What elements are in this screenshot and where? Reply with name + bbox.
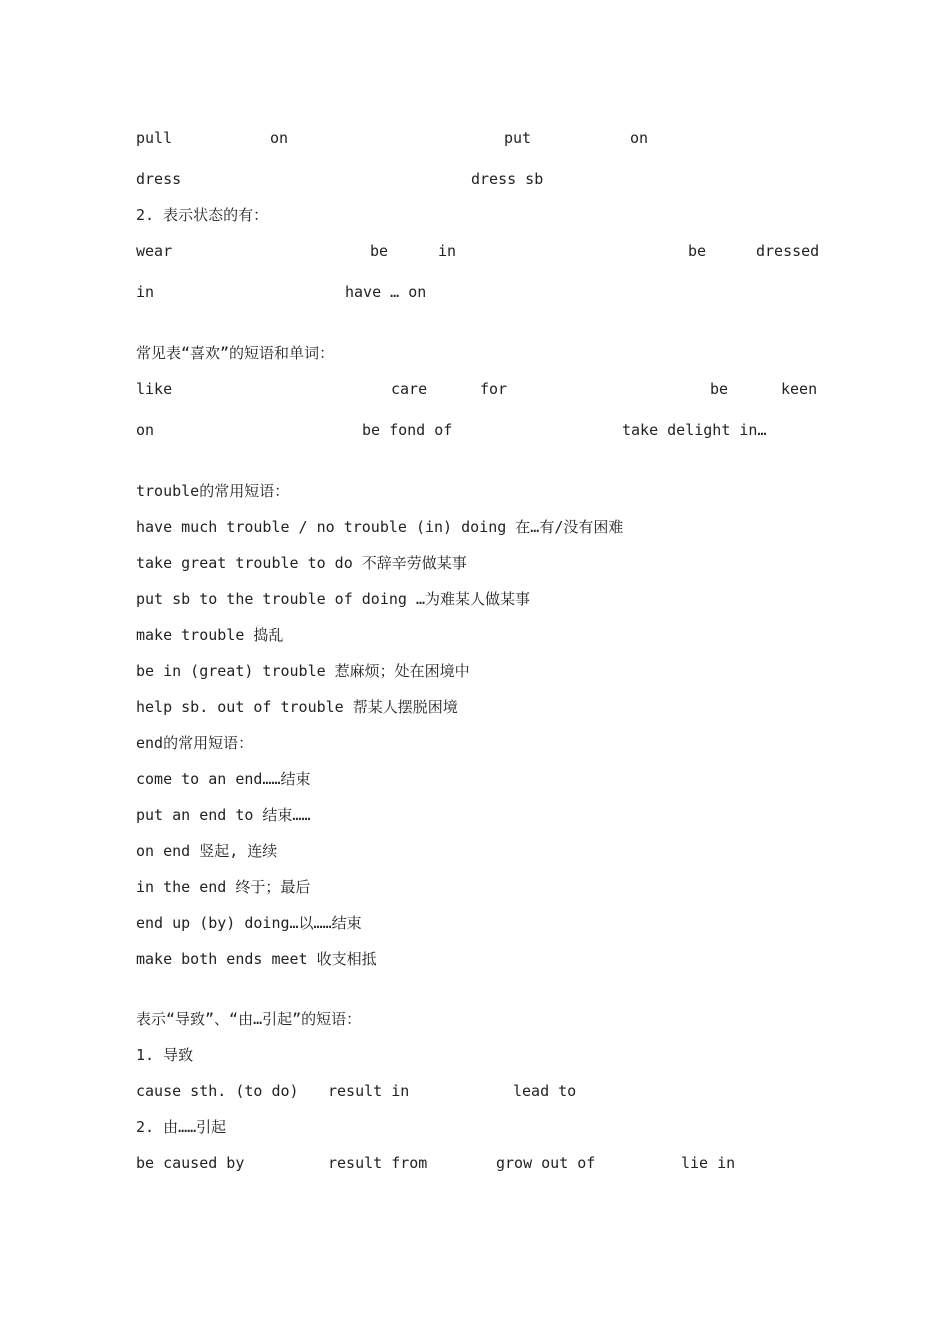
phrase-on: on [136,421,155,439]
list-item: take great trouble to do 不辞辛劳做某事 [136,554,467,572]
phrase-cause-sth: cause sth. (to do) [136,1082,299,1100]
phrase-in: in [136,283,155,301]
phrase-pull: pull [136,129,173,147]
section-heading-trouble: trouble的常用短语： [136,482,290,500]
list-item: come to an end……结束 [136,770,311,788]
phrase-put: put [504,129,532,147]
list-item: end up (by) doing…以……结束 [136,914,362,932]
phrase-have-on: have … on [345,283,427,301]
list-item: put an end to 结束…… [136,806,311,824]
phrase-lie-in: lie in [681,1154,736,1172]
phrase-wear: wear [136,242,173,260]
phrase-on: on [270,129,289,147]
phrase-dress: dress [136,170,182,188]
list-item: make trouble 捣乱 [136,626,284,644]
list-item: have much trouble / no trouble (in) doing 在…有/没有困难 [136,518,624,536]
list-item: help sb. out of trouble 帮某人摆脱困境 [136,698,458,716]
phrase-be: be [710,380,729,398]
phrase-lead-to: lead to [513,1082,577,1100]
subheading-state: 2. 表示状态的有： [136,206,269,224]
phrase-keen: keen [781,380,818,398]
phrase-care: care [391,380,428,398]
phrase-take-delight-in: take delight in… [622,421,767,439]
phrase-dressed: dressed [756,242,820,260]
phrase-result-from: result from [328,1154,428,1172]
section-heading-cause: 表示“导致”、“由…引起”的短语： [136,1010,362,1028]
list-item: put sb to the trouble of doing …为难某人做某事 [136,590,530,608]
phrase-for: for [480,380,508,398]
phrase-be-fond-of: be fond of [362,421,453,439]
list-item: be in (great) trouble 惹麻烦；处在困境中 [136,662,470,680]
phrase-be-caused-by: be caused by [136,1154,245,1172]
phrase-grow-out-of: grow out of [496,1154,596,1172]
section-heading-end: end的常用短语： [136,734,254,752]
section-heading-like: 常见表“喜欢”的短语和单词： [136,344,335,362]
phrase-result-in: result in [328,1082,410,1100]
phrase-like: like [136,380,173,398]
phrase-in: in [438,242,457,260]
list-item: make both ends meet 收支相抵 [136,950,377,968]
phrase-be: be [688,242,707,260]
subheading-caused-by: 2. 由……引起 [136,1118,227,1136]
phrase-be: be [370,242,389,260]
phrase-dress-sb: dress sb [471,170,544,188]
list-item: on end 竖起, 连续 [136,842,278,860]
list-item: in the end 终于；最后 [136,878,311,896]
phrase-on: on [630,129,649,147]
subheading-lead-to: 1. 导致 [136,1046,194,1064]
